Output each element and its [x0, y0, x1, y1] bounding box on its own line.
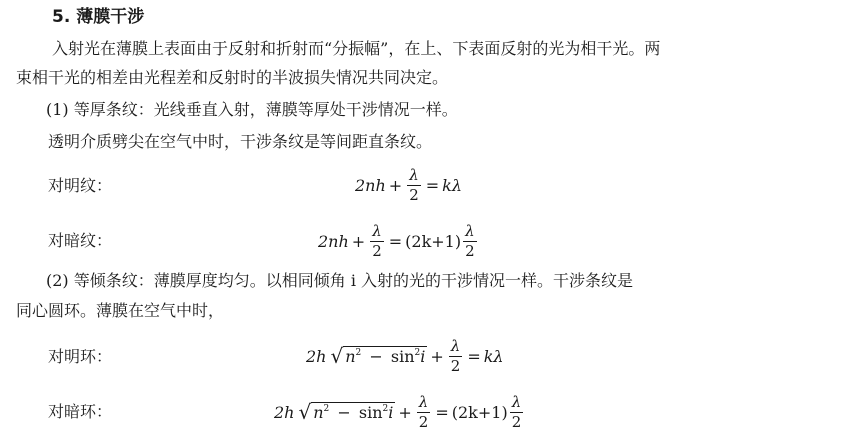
fraction-denominator: 2 [372, 241, 382, 260]
fraction-numerator: λ [450, 336, 461, 355]
radicand: $n^2 - \sin^2i$ [313, 403, 394, 422]
plus-sign: + [351, 231, 366, 251]
equals-sign: = [388, 231, 403, 251]
radicand: $n^2 - \sin^2i$ [345, 347, 426, 366]
radical-sign-icon: √ [330, 344, 344, 368]
fraction-denominator: 2 [409, 185, 419, 204]
fraction-denominator: 2 [465, 241, 475, 260]
dark-fringe-formula [318, 217, 479, 265]
fraction-numerator: λ [418, 392, 429, 411]
rhs-half-lambda-fraction [510, 394, 524, 431]
fraction-numerator: λ [465, 221, 475, 240]
formula-rhs: kλ [442, 175, 462, 195]
equals-sign: = [425, 175, 440, 195]
dark-ring-label: 对暗环： [48, 402, 113, 421]
radical-sign-icon: √ [298, 400, 312, 424]
dark-ring-formula [274, 388, 525, 436]
half-lambda-fraction [417, 394, 431, 431]
section-title: 薄膜干涉 [76, 7, 145, 27]
section-heading [52, 6, 144, 28]
formula-rhs-factor: (2k+1) [451, 402, 508, 422]
equal-inclination-paragraph-line1: (2) 等倾条纹：薄膜厚度均匀。以相同倾角 i 入射的光的干涉情况一样。干涉条纹是 [46, 271, 634, 290]
bright-fringe-label: 对明纹： [48, 176, 113, 195]
half-lambda-fraction [407, 167, 421, 204]
plus-sign: + [430, 346, 444, 366]
equals-sign: = [435, 402, 449, 422]
fraction-denominator: 2 [450, 356, 461, 375]
intro-paragraph-line2: 束相干光的相差由光程差和反射时的半波损失情况共同决定。 [16, 68, 449, 87]
fraction-denominator: 2 [418, 412, 429, 431]
fraction-numerator: λ [409, 165, 419, 184]
section-number: 5. [52, 7, 71, 27]
formula-lhs: 2h [274, 402, 295, 422]
fraction-numerator: λ [372, 221, 382, 240]
fraction-denominator: 2 [511, 412, 522, 431]
intro-paragraph-line1: 入射光在薄膜上表面由于反射和折射而“分振幅”，在上、下表面反射的光为相干光。两 [52, 39, 661, 58]
wedge-paragraph: 透明介质劈尖在空气中时，干涉条纹是等间距直条纹。 [48, 132, 433, 151]
half-lambda-fraction [370, 223, 384, 260]
formula-lhs: 2nh [355, 175, 386, 195]
dark-fringe-label: 对暗纹： [48, 231, 113, 250]
bright-ring-formula [306, 332, 504, 380]
square-root [298, 402, 395, 422]
square-root [330, 346, 427, 366]
formula-rhs-factor: (2k+1) [405, 231, 462, 251]
bright-fringe-formula [355, 161, 462, 209]
equal-thickness-paragraph: (1) 等厚条纹：光线垂直入射，薄膜等厚处干涉情况一样。 [46, 100, 458, 119]
equals-sign: = [467, 346, 481, 366]
formula-lhs: 2nh [318, 231, 349, 251]
plus-sign: + [398, 402, 412, 422]
half-lambda-fraction [449, 338, 463, 375]
rhs-half-lambda-fraction [463, 223, 477, 260]
formula-lhs: 2h [306, 346, 327, 366]
bright-ring-label: 对明环： [48, 347, 113, 366]
formula-rhs: kλ [483, 346, 504, 366]
fraction-numerator: λ [511, 392, 522, 411]
equal-inclination-paragraph-line2: 同心圆环。薄膜在空气中时， [16, 301, 225, 320]
plus-sign: + [388, 175, 403, 195]
